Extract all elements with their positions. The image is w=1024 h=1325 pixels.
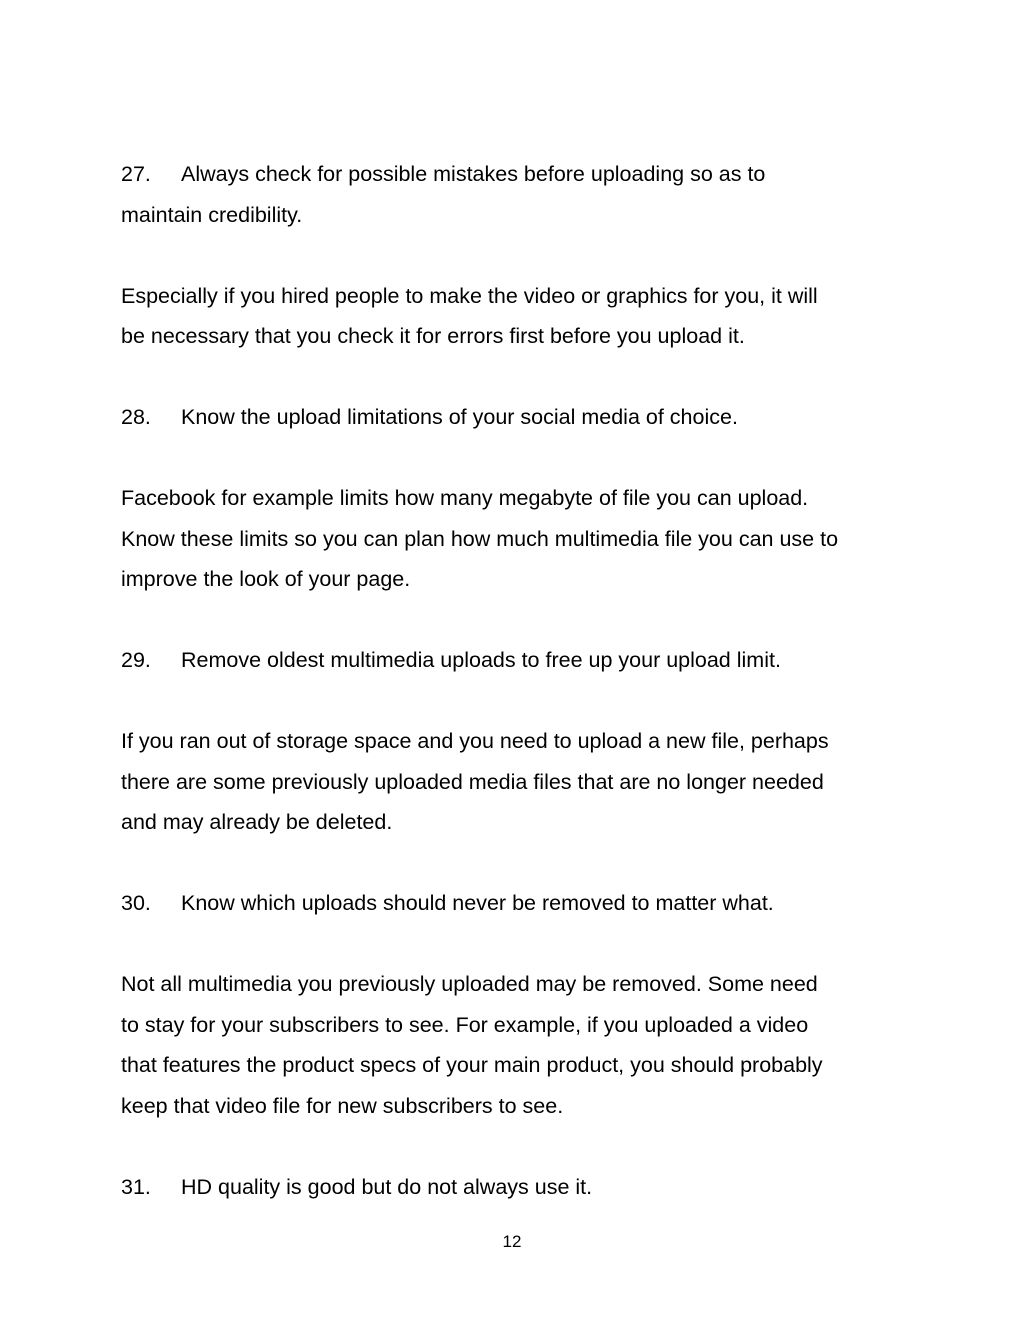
list-item-continuation: maintain credibility. <box>121 202 303 227</box>
page-content <box>121 154 921 1248</box>
list-item-28 <box>121 397 921 438</box>
paragraph-line: Know these limits so you can plan how much multimedia file you can use to <box>121 526 839 551</box>
list-item-number: 31. <box>121 1174 151 1199</box>
paragraph <box>121 276 921 357</box>
paragraph-line: improve the look of your page. <box>121 567 411 591</box>
paragraph-line: Not all multimedia you previously uploaded may be removed. Some need <box>121 972 818 996</box>
list-item-line <box>121 397 921 438</box>
paragraph-line: Facebook for example limits how many megabyte of file you can upload. <box>121 486 809 510</box>
list-item-31 <box>121 1167 921 1208</box>
list-item-text: Always check for possible mistakes before uploading so as to <box>181 162 766 186</box>
list-item-number: 29. <box>121 648 151 672</box>
paragraph-line: that features the product specs of your main product, you should probably <box>121 1053 823 1077</box>
list-item-text: Know which uploads should never be removed to matter what. <box>181 891 774 915</box>
paragraph-line: and may already be deleted. <box>121 810 393 834</box>
list-item-text: Know the upload limitations of your social media of choice. <box>181 405 738 429</box>
paragraph-line: there are some previously uploaded media files that are no longer needed <box>121 769 824 794</box>
list-item-number: 27. <box>121 162 151 186</box>
paragraph <box>121 721 921 843</box>
list-item-line <box>121 154 921 195</box>
paragraph <box>121 964 921 1126</box>
list-item-27 <box>121 154 921 235</box>
paragraph <box>121 478 921 600</box>
list-item-text: HD quality is good but do not always use it. <box>181 1174 593 1199</box>
list-item-29 <box>121 640 921 681</box>
paragraph-line: keep that video file for new subscribers to see. <box>121 1093 564 1118</box>
paragraph-line: Especially if you hired people to make the video or graphics for you, it will <box>121 283 818 308</box>
list-item-line <box>121 640 921 681</box>
list-item-line <box>121 1167 921 1208</box>
paragraph-line: be necessary that you check it for errors first before you upload it. <box>121 324 745 348</box>
list-item-line <box>121 883 921 924</box>
list-item-number: 28. <box>121 405 151 429</box>
list-item-number: 30. <box>121 891 151 915</box>
list-item-30 <box>121 883 921 924</box>
paragraph-line: to stay for your subscribers to see. For example, if you uploaded a video <box>121 1012 809 1037</box>
paragraph-line: If you ran out of storage space and you need to upload a new file, perhaps <box>121 729 829 753</box>
list-item-text: Remove oldest multimedia uploads to free up your upload limit. <box>181 648 781 672</box>
page-number: 12 <box>502 1232 522 1251</box>
